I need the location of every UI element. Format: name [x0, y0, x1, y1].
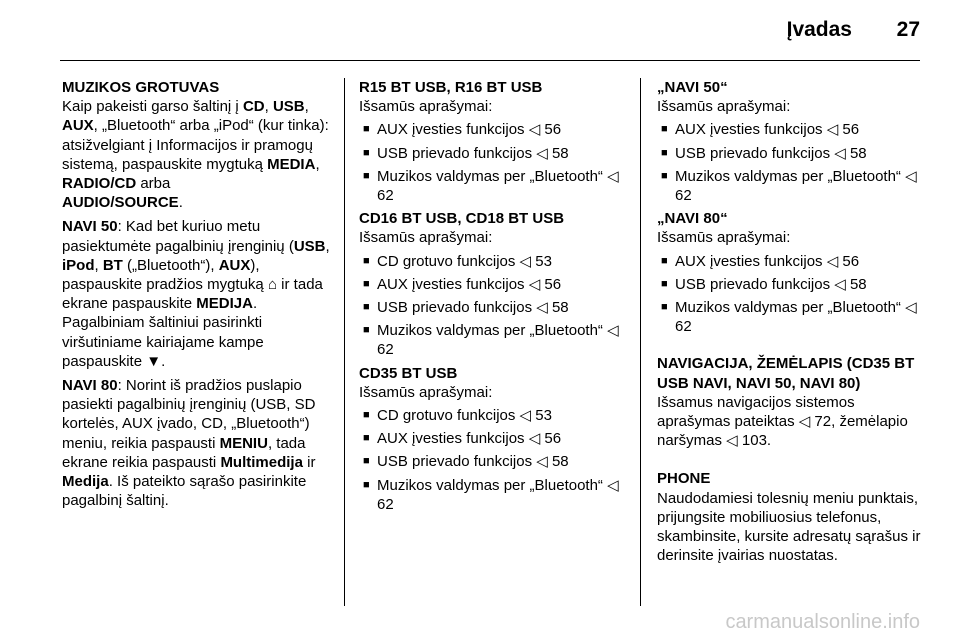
list-item: ■ Muzikos valdymas per „Bluetooth“ ◁ 62 [657, 298, 925, 336]
list-item: ■ USB prievado funkcijos ◁ 58 [657, 144, 925, 163]
list-item: ■ AUX įvesties funkcijos ◁ 56 [359, 429, 629, 448]
list-item: ■ Muzikos valdymas per „Bluetooth“ ◁ 62 [359, 321, 629, 359]
list-item: ■ CD grotuvo funkcijos ◁ 53 [359, 406, 629, 425]
list-item: ■ USB prievado funkcijos ◁ 58 [359, 298, 629, 317]
section-subheading: Išsamūs aprašymai: [359, 229, 493, 247]
home-icon: ⌂ [267, 276, 278, 294]
watermark: carmanualsonline.info [725, 611, 920, 633]
column-3 [657, 78, 925, 570]
section-subheading: Išsamūs aprašymai: [359, 383, 493, 401]
column-2 [359, 78, 629, 518]
list-item: ■ AUX įvesties funkcijos ◁ 56 [657, 120, 925, 139]
section-cd16 [359, 209, 629, 359]
section-cd35 [359, 364, 629, 514]
list-item: ■ Muzikos valdymas per „Bluetooth“ ◁ 62 [657, 167, 925, 205]
section-heading: NAVIGACIJA, ŽEMĖLAPIS (CD35 BT USB NAVI, NAVI 50, NAVI 80) [657, 355, 915, 392]
section-subheading: Išsamūs aprašymai: [359, 98, 493, 116]
section-heading: R15 BT USB, R16 BT USB [359, 79, 543, 96]
list-item: ■ Muzikos valdymas per „Bluetooth“ ◁ 62 [359, 476, 629, 514]
page-title: Įvadas [786, 18, 852, 41]
section-navi50 [657, 78, 925, 205]
list-item: ■ AUX įvesties funkcijos ◁ 56 [359, 275, 629, 294]
section-heading: CD35 BT USB [359, 364, 458, 382]
section-navi80 [657, 209, 925, 336]
list-item: ■ AUX įvesties funkcijos ◁ 56 [359, 120, 629, 139]
list-item: ■ AUX įvesties funkcijos ◁ 56 [657, 252, 925, 271]
section-heading: „NAVI 80“ [657, 210, 728, 228]
list-item: ■ USB prievado funkcijos ◁ 58 [359, 452, 629, 471]
section-heading: „NAVI 50“ [657, 79, 728, 96]
section-heading: CD16 BT USB, CD18 BT USB [359, 210, 565, 228]
section-heading: PHONE [657, 470, 711, 488]
section-subheading: Išsamūs aprašymai: [657, 98, 791, 116]
section-subheading: Išsamūs aprašymai: [657, 229, 791, 247]
list-item: ■ USB prievado funkcijos ◁ 58 [657, 275, 925, 294]
list-item: ■ CD grotuvo funkcijos ◁ 53 [359, 252, 629, 271]
page-number: 27 [896, 18, 920, 41]
list-item: ■ USB prievado funkcijos ◁ 58 [359, 144, 629, 163]
paragraph: NAVI 80: Norint iš pradžios puslapio pasiekti pagalbinių įrenginių (USB, SD kortelės, AUX įvado, CD, „Bluetooth“) meniu, reikia paspausti MENIU, tada ekrane reikia paspausti Multimedija ir Medija. Iš pateikto sąrašo pasirinkite pagalbinį šaltinį. [62, 377, 316, 510]
header-rule [60, 60, 920, 61]
paragraph: Kaip pakeisti garso šaltinį į CD, USB, AUX, „Bluetooth“ arba „iPod“ (kur tinka): atsižvelgiant į Informacijos ir pramogų sistemą, paspauskite mygtuką MEDIA, RADIO/CD arba AUDIO/SOURCE. [62, 98, 329, 212]
paragraph: NAVI 50: Kad bet kuriuo metu pasiektumėte pagalbinių įrenginių (USB, iPod, BT („Bluetooth“), AUX), paspauskite pradžios mygtuką ⌂ ir tada ekrane paspauskite MEDIJA. Pagalbiniam šaltiniui pasirinkti viršutiniame kairiajame kampe paspauskite ▼. [62, 218, 330, 370]
section-heading: MUZIKOS GROTUVAS [62, 79, 220, 96]
column-divider [344, 78, 345, 606]
section-r15 [359, 78, 629, 205]
column-1 [62, 78, 330, 515]
column-divider [640, 78, 641, 606]
page-header [0, 0, 960, 60]
paragraph: Naudodamiesi tolesnių meniu punktais, prijungsite mobiliuosius telefonus, skambinsite, kursite adresatų sąrašus ir derinsite įvairias nuostatas. [657, 489, 921, 565]
list-item: ■ Muzikos valdymas per „Bluetooth“ ◁ 62 [359, 167, 629, 205]
paragraph: Išsamus navigacijos sistemos aprašymas pateiktas ◁ 72, žemėlapio naršymas ◁ 103. [657, 393, 908, 450]
